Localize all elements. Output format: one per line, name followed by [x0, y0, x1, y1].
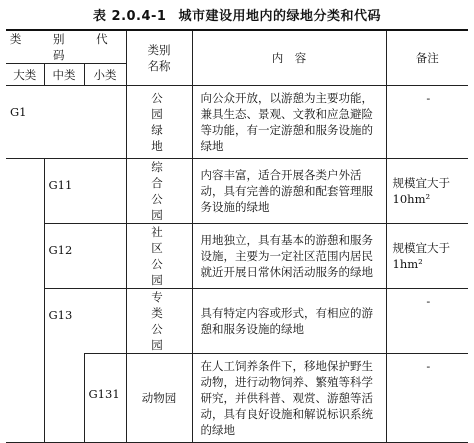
- category-content: 向公众开放，以游憩为主要功能，兼具生态、景观、文教和应急避险等功能，有一定游憩和服务设施的绿地: [192, 86, 386, 159]
- category-content: 具有特定内容或形式，有相应的游憩和服务设施的绿地: [192, 289, 386, 354]
- table-row: [6, 159, 468, 224]
- table-row: [6, 86, 468, 159]
- category-content: 用地独立，具有基本的游憩和服务设施，主要为一定社区范围内居民就近开展日常休闲活动服务的绿地: [192, 224, 386, 289]
- header-category-line2: 名称: [147, 59, 171, 73]
- header-category-line1: 类别: [147, 43, 171, 57]
- blank-cell: [84, 86, 126, 159]
- blank-cell: [44, 354, 84, 443]
- blank-cell: [84, 159, 126, 224]
- blank-cell: [6, 224, 44, 289]
- header-code: 类 别 代 码: [6, 30, 126, 64]
- major-code: G1: [6, 86, 44, 159]
- minor-code: G131: [84, 354, 126, 443]
- category-name-line2: 绿 地: [151, 123, 195, 153]
- category-note: -: [386, 289, 468, 354]
- blank-cell: [44, 86, 84, 159]
- category-name: 动物园: [126, 354, 192, 443]
- middle-code: G13: [44, 289, 84, 354]
- header-category: [126, 30, 192, 86]
- category-name: [126, 289, 195, 354]
- header-row-1: [6, 30, 468, 64]
- header-major: 大类: [6, 64, 44, 86]
- category-note: -: [386, 354, 468, 443]
- category-name-line1: 专 类: [151, 290, 195, 320]
- blank-cell: [84, 289, 126, 354]
- category-note: -: [386, 86, 468, 159]
- category-name-line2: 公 园: [151, 322, 195, 352]
- header-note: 备注: [386, 30, 468, 86]
- blank-cell: [6, 354, 44, 443]
- category-name: [126, 159, 195, 224]
- category-name: [126, 224, 195, 289]
- category-note: 规模宜大于 1hm²: [386, 224, 468, 289]
- blank-cell: [84, 224, 126, 289]
- header-middle: 中类: [44, 64, 84, 86]
- category-content: 在人工饲养条件下，移地保护野生动物，进行动物饲养、繁殖等科学研究，并供科普、观赏、游憩等活动，具有良好设施和解说标识系统的绿地: [192, 354, 386, 443]
- middle-code: G12: [44, 224, 84, 289]
- green-space-classification-table: [6, 29, 468, 443]
- category-note: 规模宜大于 10hm²: [386, 159, 468, 224]
- category-name-line1: 综 合: [151, 160, 195, 190]
- table-row: [6, 289, 468, 354]
- table-title-text: 城市建设用地内的绿地分类和代码: [178, 9, 381, 24]
- table-number: 表 2.0.4-1: [93, 9, 167, 24]
- category-name-line2: 公 园: [151, 192, 195, 222]
- category-name: [126, 86, 195, 159]
- table-row: [6, 224, 468, 289]
- category-content: 内容丰富，适合开展各类户外活动，具有完善的游憩和配套管理服务设施的绿地: [192, 159, 386, 224]
- header-minor: 小类: [84, 64, 126, 86]
- table-row: [6, 354, 468, 443]
- middle-code: G11: [44, 159, 84, 224]
- header-content: 内 容: [192, 30, 386, 86]
- category-name-line1: 社 区: [151, 225, 195, 255]
- blank-cell: [6, 289, 44, 354]
- category-name-line2: 公 园: [151, 257, 195, 287]
- category-name-line1: 公 园: [151, 91, 195, 121]
- table-title: [0, 5, 474, 24]
- blank-cell: [6, 159, 44, 224]
